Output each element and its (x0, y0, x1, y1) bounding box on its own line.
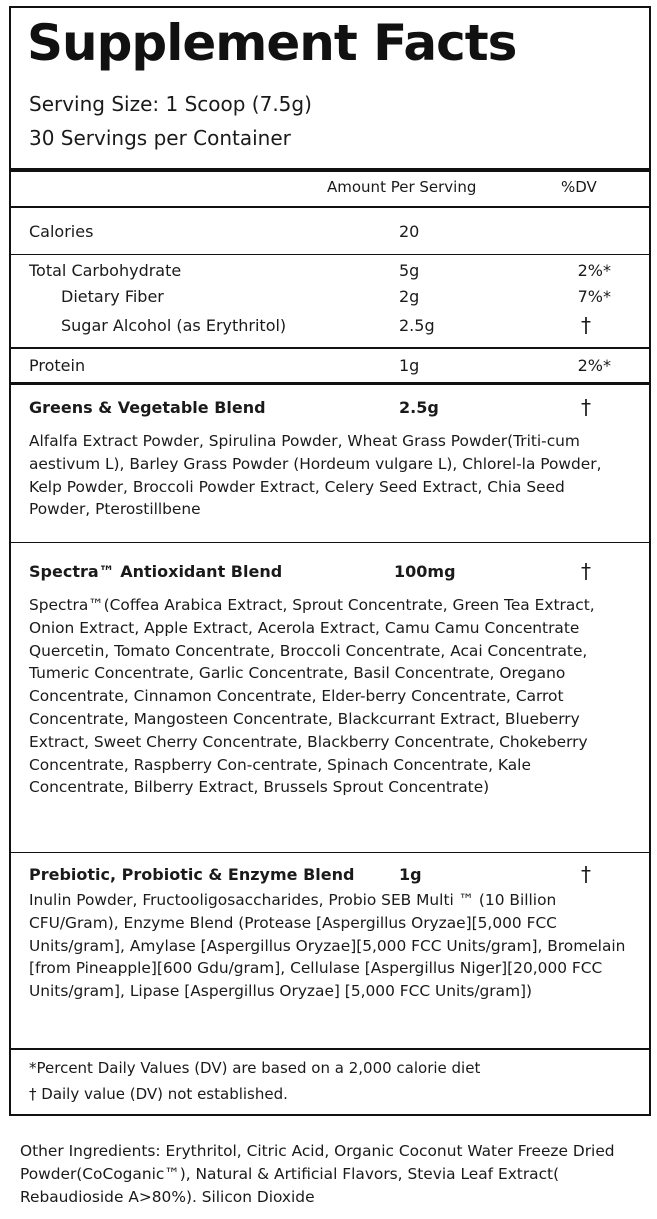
row-divider (11, 254, 649, 255)
header-divider (11, 206, 649, 208)
dagger-symbol: † (581, 313, 591, 337)
nutrient-dv: 2%* (577, 356, 611, 375)
nutrient-dv: 2%* (577, 261, 611, 280)
percent-dv-footnote: *Percent Daily Values (DV) are based on a 2,000 calorie diet (29, 1059, 481, 1077)
total-carbohydrate-row (29, 261, 635, 283)
other-ingredients: Other Ingredients: Erythritol, Citric Acid, Organic Coconut Water Freeze Dried Powder(CoCoganic™), Natural & Artificial Flavors, Stevia Leaf Extract( Rebaudioside A>80%). Silicon Dioxide (20, 1142, 615, 1206)
panel-title: Supplement Facts (27, 14, 517, 72)
row-divider (11, 347, 649, 349)
section-divider (11, 852, 649, 853)
nutrient-name: Calories (29, 222, 94, 241)
nutrient-name: Dietary Fiber (61, 287, 164, 306)
probiotic-blend-row (29, 862, 635, 887)
section-divider (11, 1048, 649, 1050)
nutrient-amount: 20 (399, 222, 420, 241)
serving-size: Serving Size: 1 Scoop (7.5g) (29, 92, 312, 116)
amount-per-serving-header: Amount Per Serving (327, 178, 477, 196)
protein-row (29, 356, 635, 378)
spectra-blend-row (29, 559, 635, 584)
spectra-ingredients: Spectra™(Coffea Arabica Extract, Sprout Concentrate, Green Tea Extract, Onion Extract, Apple Extract, Acerola Extract, Camu Camu Concentrate Quercetin, Tomato Concentrate, Broccoli Concentrate, Acai Concentrate, Tumeric Concentrate, Garlic Concentrate, Basil Concentrate, Oregano Concentrate, Cinnamon Concentrate, Elder-berry Concentrate, Carrot Concentrate, Mangosteen Concentrate, Blackcurrant Extract, Blueberry Extract, Sweet Cherry Concentrate, Blackberry Concentrate, Chokeberry Concentrate, Raspberry Con-centrate, Spinach Concentrate, Kale Concentrate, Bilberry Extract, Brussels Sprout Concentrate) (29, 596, 595, 797)
dagger-footnote: † Daily value (DV) not established. (29, 1085, 288, 1103)
greens-ingredients: Alfalfa Extract Powder, Spirulina Powder, Wheat Grass Powder(Triti-cum aestivum L), Barley Grass Powder (Hordeum vulgare L), Chlorel-la Powder, Kelp Powder, Broccoli Powder Extract, Celery Seed Extract, Chia Seed Powder, Pterostillbene (29, 432, 602, 519)
nutrient-amount: 2.5g (399, 316, 435, 335)
blend-name: Greens & Vegetable Blend (29, 398, 266, 417)
nutrient-name: Protein (29, 356, 86, 375)
blend-amount: 100mg (394, 562, 456, 581)
section-divider (11, 542, 649, 543)
probiotic-ingredients: Inulin Powder, Fructooligosaccharides, Probio SEB Multi ™ (10 Billion CFU/Gram), Enzyme Blend (Protease [Aspergillus Oryzae][5,000 FCC Units/gram], Amylase [Aspergillus Oryzae][5,000 FCC Units/gram], Bromelain [from Pineapple][600 Gdu/gram], Cellulase [Aspergillus Niger][20,000 FCC Units/gram], Lipase [Aspergillus Oryzae] [5,000 FCC Units/gram]) (29, 891, 626, 1001)
thick-divider (11, 168, 649, 172)
nutrient-dv: 7%* (577, 287, 611, 306)
blend-amount: 1g (399, 865, 422, 884)
dagger-symbol: † (581, 395, 591, 419)
blend-name: Spectra™ Antioxidant Blend (29, 562, 283, 581)
dv-header: %DV (561, 178, 597, 196)
dagger-symbol: † (581, 559, 591, 583)
servings-per-container: 30 Servings per Container (29, 126, 291, 150)
dietary-fiber-row (29, 287, 635, 309)
blend-amount: 2.5g (399, 398, 439, 417)
nutrient-name: Total Carbohydrate (29, 261, 182, 280)
nutrient-amount: 5g (399, 261, 420, 280)
supplement-facts-panel (9, 6, 651, 1116)
section-divider (11, 382, 649, 385)
sugar-alcohol-row (29, 313, 635, 338)
blend-name: Prebiotic, Probiotic & Enzyme Blend (29, 865, 355, 884)
greens-blend-row (29, 395, 635, 420)
dagger-symbol: † (581, 862, 591, 886)
nutrient-name: Sugar Alcohol (as Erythritol) (61, 316, 287, 335)
nutrient-amount: 2g (399, 287, 420, 306)
nutrient-amount: 1g (399, 356, 420, 375)
calories-row (29, 222, 635, 244)
